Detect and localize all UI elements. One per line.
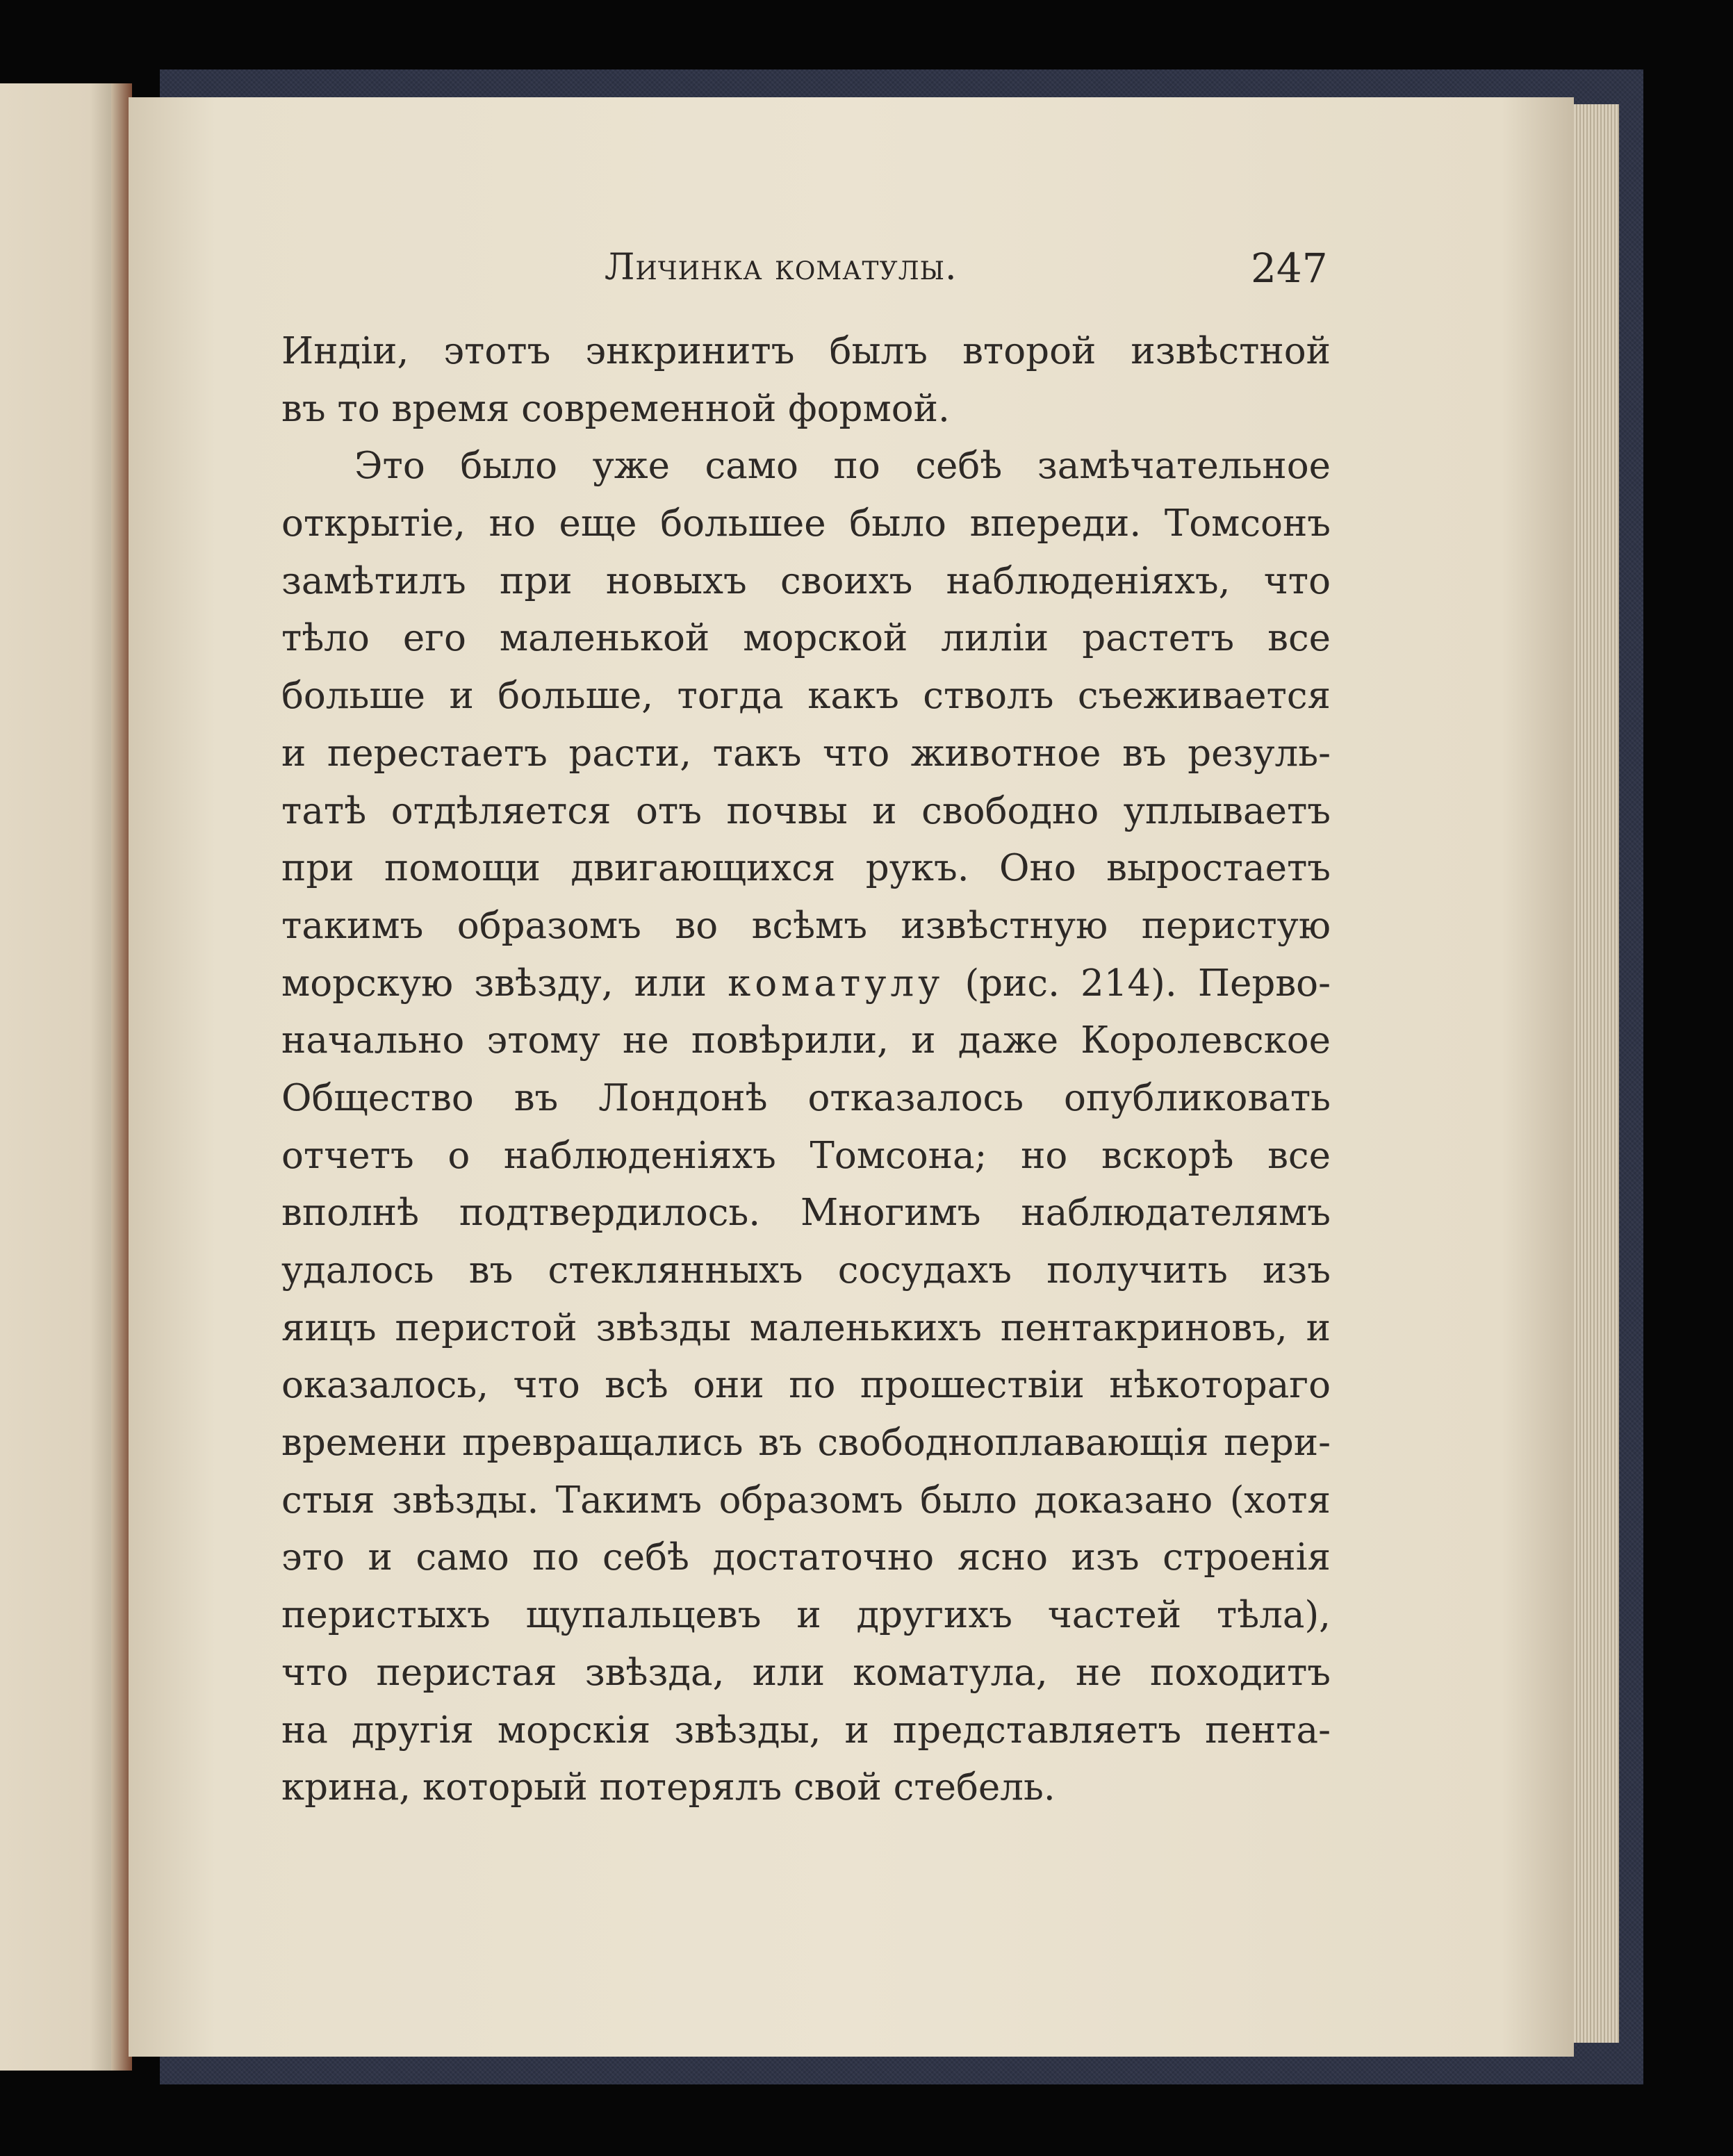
text-line: открытіе, но еще большее было впереди. Томсонъ: [281, 502, 1331, 545]
text-line: такимъ образомъ во всѣмъ извѣстную перистую: [281, 904, 1331, 947]
text-line: что перистая звѣзда, или коматула, не походитъ: [281, 1651, 1331, 1694]
text-line: Общество въ Лондонѣ отказалось опубликовать: [281, 1076, 1331, 1119]
text-segment: (рис. 214). Перво-: [964, 962, 1331, 1005]
text-line: Это было уже само по себѣ замѣчательное: [354, 445, 1331, 488]
text-line: времени превращались въ свободноплавающія пери-: [281, 1422, 1331, 1465]
text-line: вполнѣ подтвердилось. Многимъ наблюдателямъ: [281, 1192, 1331, 1235]
text-line: тѣло его маленькой морской лиліи растетъ все: [281, 617, 1331, 660]
body-text: [281, 323, 1331, 1817]
page-number: 247: [1251, 245, 1328, 292]
left-page: [0, 83, 129, 2071]
text-line: [281, 955, 1331, 1013]
text-line: на другія морскія звѣзды, и представляетъ пента-: [281, 1709, 1331, 1752]
emphasized-term: коматулу: [728, 962, 944, 1005]
text-line: это и само по себѣ достаточно ясно изъ строенія: [281, 1536, 1331, 1579]
running-title: Личинка коматулы.: [605, 247, 958, 288]
text-line: оказалось, что всѣ они по прошествіи нѣкотораго: [281, 1364, 1331, 1407]
text-line: стыя звѣзды. Такимъ образомъ было доказано (хотя: [281, 1479, 1331, 1522]
text-line: татѣ отдѣляется отъ почвы и свободно уплываетъ: [281, 789, 1331, 832]
text-line: крина, который потерялъ свой стебель.: [281, 1766, 1056, 1809]
text-line: перистыхъ щупальцевъ и другихъ частей тѣла),: [281, 1594, 1331, 1637]
text-line: замѣтилъ при новыхъ своихъ наблюденіяхъ, что: [281, 559, 1331, 602]
text-line: яицъ перистой звѣзды маленькихъ пентакриновъ, и: [281, 1306, 1331, 1349]
text-segment: морскую звѣзду, или: [281, 962, 707, 1005]
text-line: удалось въ стеклянныхъ сосудахъ получить изъ: [281, 1249, 1331, 1292]
text-line: и перестаетъ расти, такъ что животное въ резуль-: [281, 732, 1331, 775]
text-line: при помощи двигающихся рукъ. Оно выростаетъ: [281, 847, 1331, 890]
text-line: больше и больше, тогда какъ стволъ съеживается: [281, 675, 1331, 718]
text-line: въ то время современной формой.: [281, 387, 950, 430]
text-line: отчетъ о наблюденіяхъ Томсона; но вскорѣ все: [281, 1134, 1331, 1177]
text-line: начально этому не повѣрили, и даже Королевское: [281, 1019, 1331, 1062]
text-line: Индіи, этотъ энкринитъ былъ второй извѣстной: [281, 330, 1331, 372]
